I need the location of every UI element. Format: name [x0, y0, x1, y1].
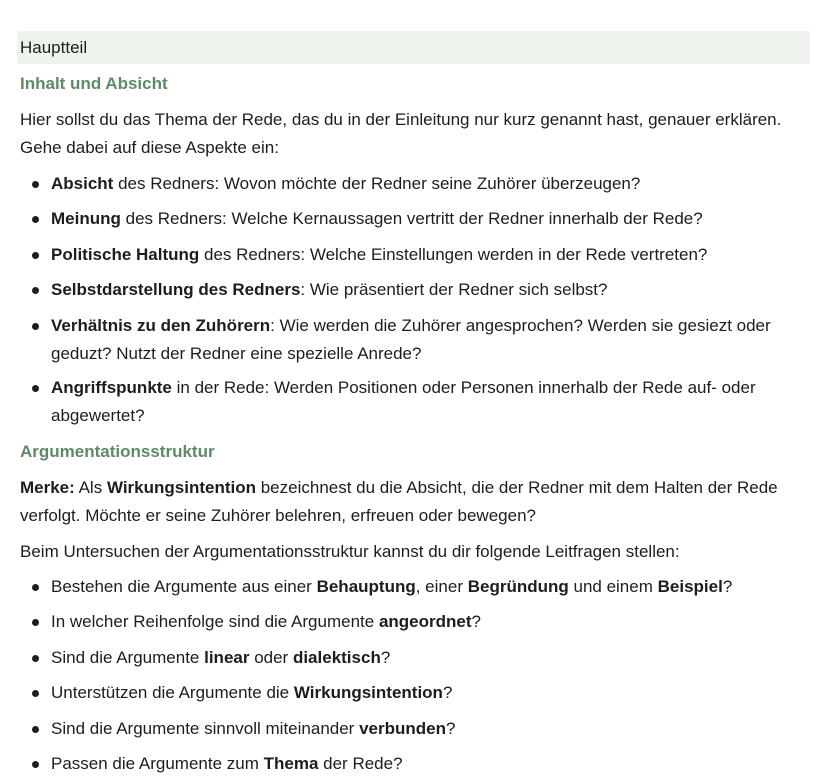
item-text: des Redners: Welche Einstellungen werden in der Rede vertreten?	[199, 245, 708, 264]
bullet-icon	[32, 584, 39, 591]
item-bold: Beispiel	[657, 577, 723, 596]
item-bold: linear	[204, 648, 250, 667]
bullet-icon	[32, 323, 39, 330]
item-bold: Meinung	[51, 209, 121, 228]
item-bold: Angriffspunkte	[51, 378, 172, 397]
item-text: Passen die Argumente zum	[51, 754, 264, 773]
heading-argumentationsstruktur: Argumentationsstruktur	[20, 442, 215, 461]
item-text: ?	[442, 683, 453, 702]
bullet-icon	[32, 385, 39, 392]
item-bold: Behauptung	[316, 577, 416, 596]
merke-paragraph	[20, 474, 810, 530]
intro-paragraph: Hier sollst du das Thema der Rede, das du in der Einleitung nur kurz genannt hast, genauer erklären. Gehe dabei auf diese Aspekte ein:	[20, 110, 782, 157]
item-bold: Absicht	[51, 174, 114, 193]
item-text: Unterstützen die Argumente die	[51, 683, 294, 702]
item-text: des Redners: Wovon möchte der Redner seine Zuhörer überzeugen?	[113, 174, 641, 193]
item-text: ?	[722, 577, 733, 596]
bullet-icon	[32, 655, 39, 662]
item-bold: Thema	[263, 754, 319, 773]
item-text: in der Rede: Werden Positionen oder Personen innerhalb der Rede auf- oder abgewertet?	[51, 378, 756, 425]
item-bold: Begründung	[467, 577, 569, 596]
item-text: ?	[380, 648, 391, 667]
merke-term: Wirkungsintention	[106, 478, 256, 497]
item-bold: Politische Haltung	[51, 245, 200, 264]
bullet-icon	[32, 216, 39, 223]
item-text: Bestehen die Argumente aus einer	[51, 577, 317, 596]
item-text: In welcher Reihenfolge sind die Argumente	[51, 612, 379, 631]
item-text: , einer	[415, 577, 468, 596]
merke-pre: Als	[74, 478, 107, 497]
item-text: des Redners: Welche Kernaussagen vertritt der Redner innerhalb der Rede?	[120, 209, 703, 228]
banner-label: Hauptteil	[20, 38, 88, 57]
item-text: Sind die Argumente sinnvoll miteinander	[51, 719, 360, 738]
item-bold: dialektisch	[292, 648, 381, 667]
heading-inhalt-und-absicht: Inhalt und Absicht	[20, 74, 168, 93]
item-text: oder	[249, 648, 293, 667]
merke-label: Merke:	[20, 478, 75, 497]
item-text: ?	[471, 612, 481, 631]
item-bold: Selbstdarstellung des Redners	[51, 280, 301, 299]
bullet-icon	[32, 287, 39, 294]
item-bold: Verhältnis zu den Zuhörern	[51, 316, 271, 335]
item-text: : Wie präsentiert der Redner sich selbst?	[300, 280, 608, 299]
merke-text: bezeichnest du die Absicht, die der Redner mit dem Halten der Rede verfolgt. Möchte er seine Zuhörer belehren, erfreuen oder bewegen?	[20, 478, 778, 525]
bullet-icon	[32, 619, 39, 626]
bullet-icon	[32, 252, 39, 259]
leitfragen-intro: Beim Untersuchen der Argumentationsstruktur kannst du dir folgende Leitfragen stellen:	[20, 542, 680, 561]
bullet-icon	[32, 181, 39, 188]
item-text: Sind die Argumente	[51, 648, 205, 667]
item-bold: Wirkungsintention	[293, 683, 443, 702]
item-text: : Wie werden die Zuhörer angesprochen? Werden sie gesiezt oder geduzt? Nutzt der Redner eine spezielle Anrede?	[51, 316, 771, 363]
item-bold: verbunden	[359, 719, 446, 738]
item-text: der Rede?	[318, 754, 403, 773]
section-banner	[17, 31, 810, 64]
bullet-icon	[32, 726, 39, 733]
item-text: ?	[445, 719, 456, 738]
item-bold: angeordnet	[378, 612, 472, 631]
bullet-icon	[32, 761, 39, 768]
bullet-icon	[32, 690, 39, 697]
item-text: und einem	[568, 577, 658, 596]
